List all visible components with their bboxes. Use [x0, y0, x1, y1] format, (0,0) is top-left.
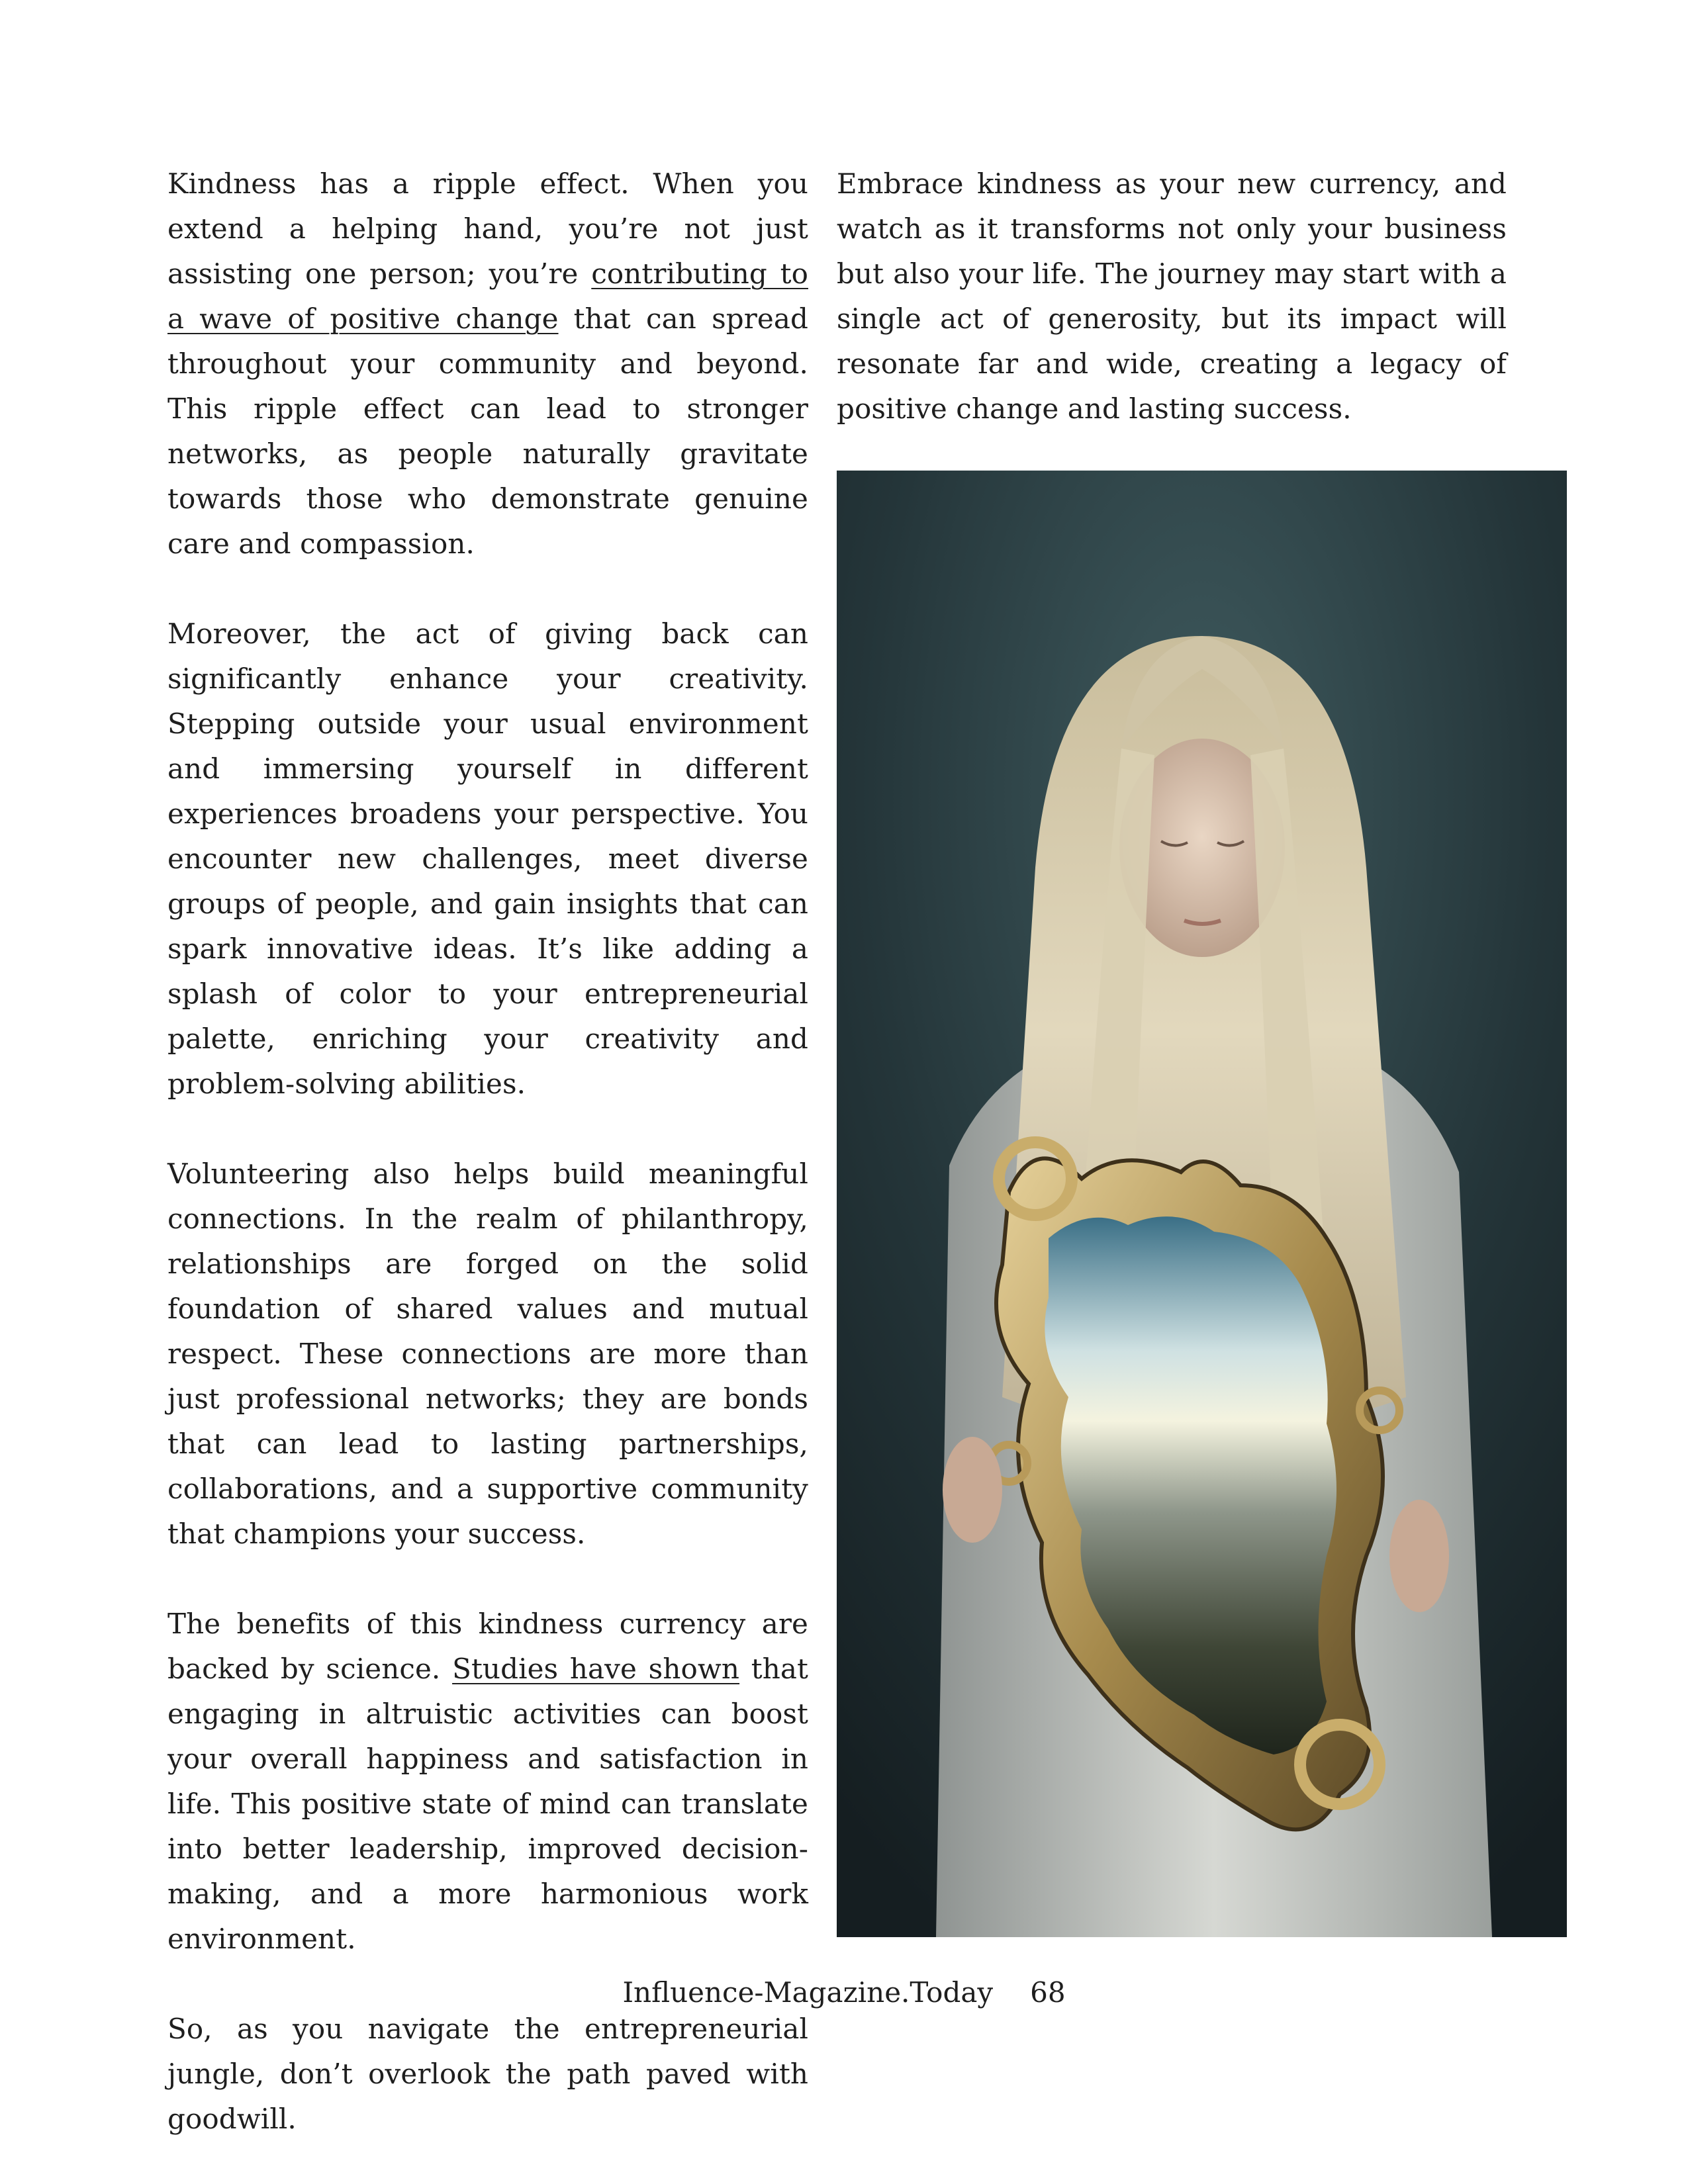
paragraph-text: Kindness has a ripple effect. When you extend a helping hand, you’re not just assisting one person; you’re: [167, 167, 808, 290]
paragraph-creativity: Moreover, the act of giving back can significantly enhance your creativity. Stepping outside your usual environment and immersing yourself in different experiences broadens your perspective. You encounter new challenges, meet diverse groups of people, and gain insights that can spark innovative ideas. It’s like adding a splash of color to your entrepreneurial palette, enriching your creativity and problem-solving abilities.: [167, 617, 808, 1100]
paragraph-science: [167, 1602, 808, 1962]
left-text-column: [167, 161, 808, 2142]
studies-have-shown-link[interactable]: Studies have shown: [452, 1653, 740, 1685]
paragraph-ripple-effect: [167, 161, 808, 567]
page-footer: [0, 1976, 1688, 2010]
footer-site-name: Influence-Magazine.Today: [622, 1976, 994, 2009]
article-photo: [837, 471, 1567, 1937]
paragraph-connections: Volunteering also helps build meaningful connections. In the realm of philanthropy, relationships are forged on the solid foundation of shared values and mutual respect. These connections are more than just professional networks; they are bonds that can lead to lasting partnerships, collaborations, and a supportive community that champions your success.: [167, 1158, 808, 1550]
paragraph-goodwill: So, as you navigate the entrepreneurial jungle, don’t overlook the path paved with goodwill.: [167, 2013, 808, 2135]
paragraph-text: that can spread throughout your community and beyond. This ripple effect can lead to stronger networks, as people naturally gravitate towards those who demonstrate genuine care and compassion.: [167, 302, 808, 560]
right-text-column: [837, 161, 1507, 432]
paragraph-text: that engaging in altruistic activities can boost your overall happiness and satisfaction in life. This positive state of mind can translate into better leadership, improved decision-making, and a more harmonious work environment.: [167, 1653, 808, 1955]
paragraph-text: The benefits of this kindness currency are backed by science.: [167, 1608, 808, 1685]
wave-of-change-link[interactable]: contributing to a wave of positive change: [167, 257, 808, 335]
paragraph-embrace-kindness: Embrace kindness as your new currency, and watch as it transforms not only your business but also your life. The journey may start with a single act of generosity, but its impact will resonate far and wide, creating a legacy of positive change and lasting success.: [837, 167, 1507, 425]
portrait-photo-icon: [837, 471, 1567, 1937]
page-number: 68: [1030, 1976, 1066, 2009]
